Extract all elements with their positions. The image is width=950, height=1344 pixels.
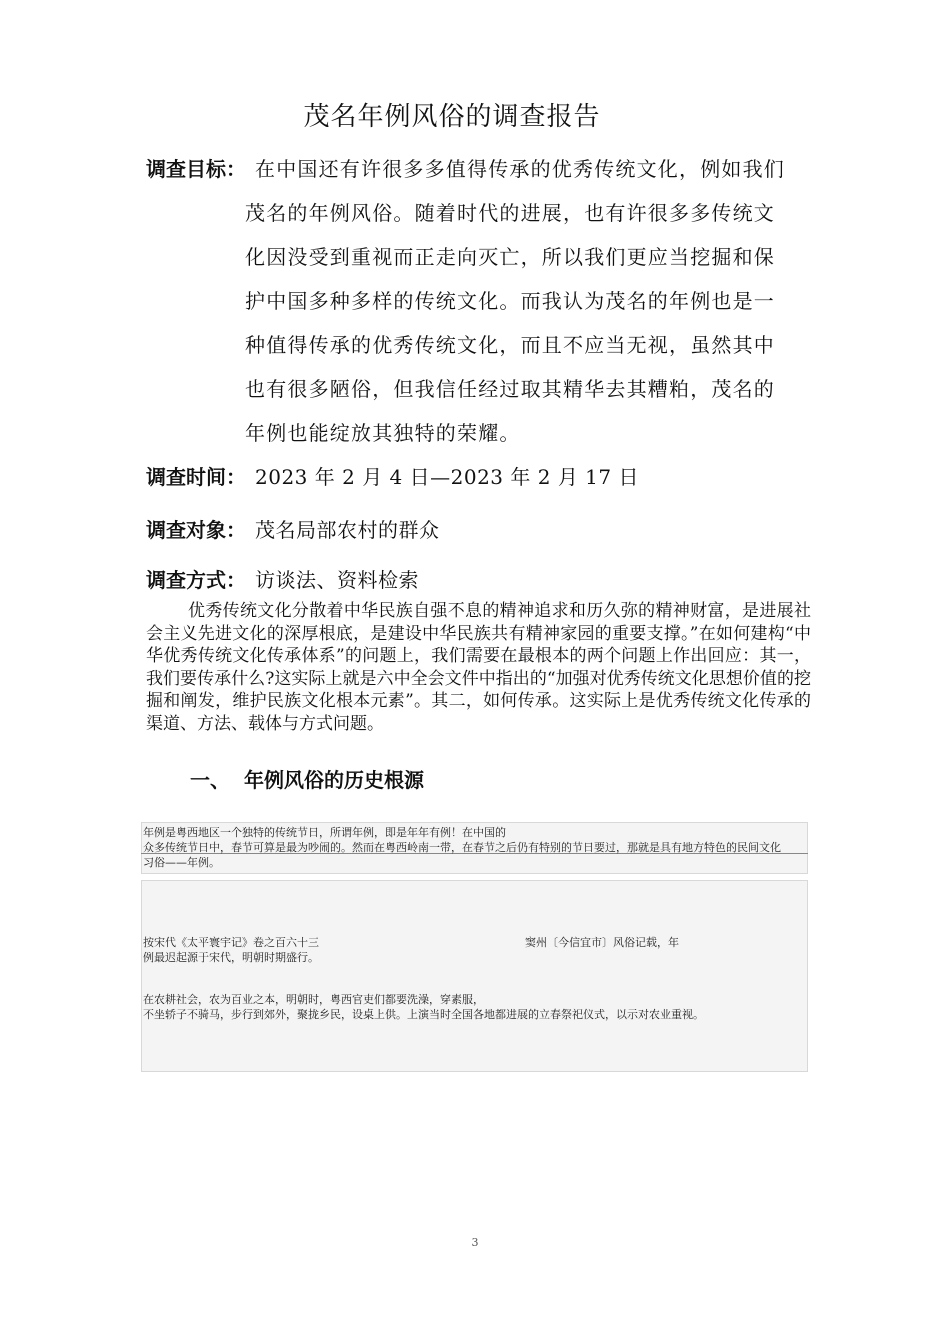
goal-line: 茂名的年例风俗。随着时代的进展，也有许很多多传统文 (245, 201, 775, 225)
goal-line: 护中国多种多样的传统文化。而我认为茂名的年例也是一 (245, 289, 775, 313)
method-label: 调查方式： (146, 568, 246, 592)
section-title: 年例风俗的历史根源 (244, 768, 424, 792)
section-number: 一、 (190, 768, 230, 792)
panel-text-line: 众多传统节日中，春节可算是最为吵闹的。然而在粤西岭南一带，在春节之后仍有特别的节日要过，那就是具有地方特色的民间文化 (143, 841, 781, 854)
target-value: 茂名局部农村的群众 (255, 518, 440, 542)
time-value: 2023 年 2 月 4 日—2023 年 2 月 17 日 (255, 465, 639, 489)
page-number: 3 (471, 1236, 479, 1249)
panel-text-line: 年例是粤西地区一个独特的传统节日，所谓年例，即是年年有例！在中国的 (143, 826, 506, 839)
panel-text-line: 窦州〔今信宜市〕风俗记载，年 (525, 936, 679, 949)
goal-label: 调查目标： (146, 157, 246, 181)
intro-paragraph: 优秀传统文化分散着中华民族自强不息的精神追求和历久弥的精神财富，是进展社会主义先进文化的深厚根底，是建设中华民族共有精神家园的重要支撑。”在如何建构“中华优秀传统文化传承体系”的问题上，我们需要在最根本的两个问题上作出回应：其一，我们要传承什么?这实际上就是六中全会文件中指出的“加强对优秀传统文化思想价值的挖掘和阐发，维护民族文化根本元素”。其二，如何传承。这实际上是优秀传统文化传承的渠道、方法、载体与方式问题。 (146, 601, 811, 734)
method-value: 访谈法、资料检索 (255, 568, 419, 592)
goal-line: 也有很多陋俗，但我信任经过取其精华去其糟粕，茂名的 (245, 377, 775, 401)
section-heading (190, 764, 424, 793)
time-label: 调查时间： (146, 465, 246, 489)
goal-line: 在中国还有许很多多值得传承的优秀传统文化，例如我们 (255, 157, 785, 181)
panel-text-line: 在农耕社会，农为百业之本，明朝时，粤西官吏们都要洗澡，穿素服， (143, 993, 484, 1006)
goal-line: 种值得传承的优秀传统文化，而且不应当无视，虽然其中 (245, 333, 775, 357)
goal-line: 化因没受到重视而正走向灭亡，所以我们更应当挖掘和保 (245, 245, 775, 269)
panel-text-line: 按宋代《太平寰宇记》卷之百六十三 (143, 936, 319, 949)
panel-text-line: 不坐轿子不骑马，步行到郊外，聚拢乡民，设桌上供。上演当时全国各地都进展的立春祭祀仪式，以示对农业重视。 (143, 1008, 704, 1021)
text-panel-bottom (141, 880, 808, 1072)
goal-line: 年例也能绽放其独特的荣耀。 (245, 421, 521, 445)
panel-text-line: 习俗——年例。 (143, 856, 220, 869)
document-title: 茂名年例风俗的调查报告 (303, 102, 601, 132)
panel-text-line: 例最迟起源于宋代，明朝时期盛行。 (143, 951, 319, 964)
target-label: 调查对象： (146, 518, 246, 542)
